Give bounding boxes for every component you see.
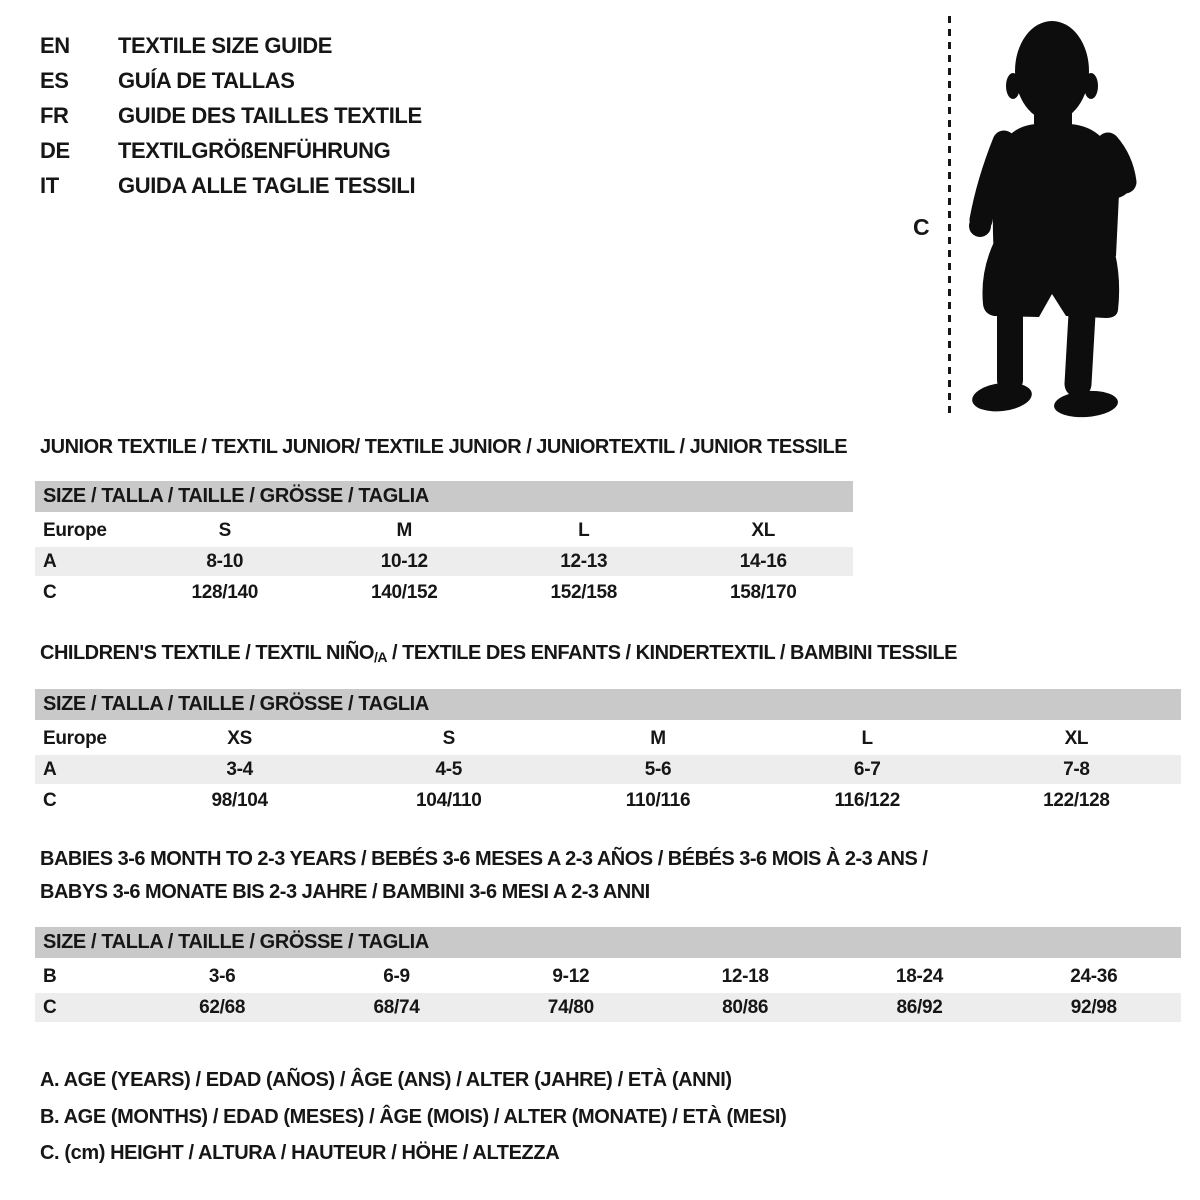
language-code: EN <box>40 32 70 58</box>
table-cell: S <box>218 519 231 541</box>
language-title-list <box>40 28 422 203</box>
size-table-babies <box>35 927 1181 1024</box>
language-row-it <box>40 168 422 203</box>
guide-title-fr: GUIDE DES TAILLES TEXTILE <box>118 102 422 128</box>
table-cell: 18-24 <box>895 965 944 987</box>
table-cell: 158/170 <box>729 581 797 603</box>
section-title-children-post: / TEXTILE DES ENFANTS / KINDERTEXTIL / BAMBINI TESSILE <box>386 642 957 664</box>
toddler-silhouette-icon <box>962 14 1140 420</box>
row-label: Europe <box>43 727 107 749</box>
legend-height-cm: C. (cm) HEIGHT / ALTURA / HAUTEUR / HÖHE / ALTEZZA <box>40 1142 560 1164</box>
measurement-legend <box>40 1062 786 1172</box>
row-label: Europe <box>43 519 107 541</box>
language-row-en <box>40 28 422 63</box>
section-title-babies <box>40 843 927 909</box>
table-cell: 4-5 <box>435 758 463 780</box>
table-cell: 98/104 <box>211 789 268 811</box>
table-row-a <box>35 547 853 576</box>
table-cell: 12-18 <box>721 965 769 987</box>
size-header-bar: SIZE / TALLA / TAILLE / GRÖSSE / TAGLIA <box>35 689 1181 720</box>
table-cell: 140/152 <box>370 581 438 603</box>
table-cell: 6-7 <box>853 758 881 780</box>
row-label: C <box>43 789 57 811</box>
size-header-bar: SIZE / TALLA / TAILLE / GRÖSSE / TAGLIA <box>35 481 853 512</box>
table-cell: 10-12 <box>380 550 428 572</box>
table-cell: 128/140 <box>191 581 259 603</box>
table-cell: S <box>442 727 455 749</box>
table-cell: XS <box>227 727 252 749</box>
row-label: A <box>43 758 57 780</box>
table-cell: XL <box>1064 727 1089 749</box>
section-title-babies-line1: BABIES 3-6 MONTH TO 2-3 YEARS / BEBÉS 3-6 MESES A 2-3 AÑOS / BÉBÉS 3-6 MOIS À 2-3 ANS / <box>40 848 928 870</box>
table-cell: 6-9 <box>383 965 410 987</box>
size-table-junior <box>35 481 853 609</box>
table-cell: M <box>396 519 413 541</box>
table-row-a <box>35 755 1181 784</box>
table-cell: 152/158 <box>550 581 618 603</box>
table-cell: 8-10 <box>206 550 244 572</box>
language-row-es <box>40 63 422 98</box>
language-code: DE <box>40 137 70 163</box>
table-cell: 122/128 <box>1043 789 1110 811</box>
language-code: ES <box>40 67 69 93</box>
table-cell: 74/80 <box>547 996 594 1018</box>
row-label: C <box>43 996 57 1018</box>
table-row-b <box>35 962 1181 991</box>
table-cell: 7-8 <box>1063 758 1090 780</box>
section-title-children-pre: CHILDREN'S TEXTILE / TEXTIL NIÑO <box>40 642 374 664</box>
table-cell: 92/98 <box>1070 996 1117 1018</box>
table-cell: 3-4 <box>226 758 253 780</box>
table-row-europe <box>35 516 853 545</box>
table-cell: 80/86 <box>722 996 769 1018</box>
table-cell: L <box>861 727 873 749</box>
height-measure-dashed-line <box>948 16 951 416</box>
section-title-junior: JUNIOR TEXTILE / TEXTIL JUNIOR/ TEXTILE JUNIOR / JUNIORTEXTIL / JUNIOR TESSILE <box>40 436 848 458</box>
language-code: FR <box>40 102 69 128</box>
table-row-c <box>35 786 1181 815</box>
row-label: C <box>43 581 57 603</box>
table-row-c <box>35 993 1181 1022</box>
row-label: B <box>43 965 57 987</box>
guide-title-it: GUIDA ALLE TAGLIE TESSILI <box>118 172 416 198</box>
language-row-de <box>40 133 422 168</box>
table-cell: 3-6 <box>208 965 236 987</box>
row-label: A <box>43 550 57 572</box>
table-cell: 116/122 <box>834 789 900 811</box>
table-cell: 12-13 <box>560 550 608 572</box>
table-row-europe <box>35 724 1181 753</box>
language-row-fr <box>40 98 422 133</box>
table-cell: 86/92 <box>896 996 943 1018</box>
size-table-children <box>35 689 1181 817</box>
guide-title-es: GUÍA DE TALLAS <box>118 67 295 93</box>
section-title-children-sub: /A <box>373 649 387 665</box>
section-title-children <box>40 642 957 665</box>
table-cell: M <box>650 727 666 749</box>
size-header-bar: SIZE / TALLA / TAILLE / GRÖSSE / TAGLIA <box>35 927 1181 958</box>
table-cell: 5-6 <box>644 758 672 780</box>
legend-age-years: A. AGE (YEARS) / EDAD (AÑOS) / ÂGE (ANS) / ALTER (JAHRE) / ETÀ (ANNI) <box>40 1069 732 1091</box>
legend-age-months: B. AGE (MONTHS) / EDAD (MESES) / ÂGE (MOIS) / ALTER (MONATE) / ETÀ (MESI) <box>40 1105 787 1128</box>
table-cell: 9-12 <box>552 965 590 987</box>
language-code: IT <box>40 172 59 198</box>
table-cell: 68/74 <box>373 996 420 1018</box>
table-cell: 14-16 <box>739 550 787 572</box>
table-row-c <box>35 578 853 607</box>
table-cell: 62/68 <box>199 996 246 1018</box>
guide-title-en: TEXTILE SIZE GUIDE <box>118 32 333 58</box>
height-measure-label: C <box>913 214 930 240</box>
table-cell: 24-36 <box>1070 965 1118 987</box>
table-cell: 110/116 <box>625 789 691 811</box>
table-cell: L <box>578 519 590 541</box>
guide-title-de: TEXTILGRÖßENFÜHRUNG <box>118 137 391 163</box>
table-cell: XL <box>751 519 776 541</box>
section-title-babies-line2: BABYS 3-6 MONATE BIS 2-3 JAHRE / BAMBINI 3-6 MESI A 2-3 ANNI <box>40 881 650 903</box>
table-cell: 104/110 <box>416 789 482 811</box>
